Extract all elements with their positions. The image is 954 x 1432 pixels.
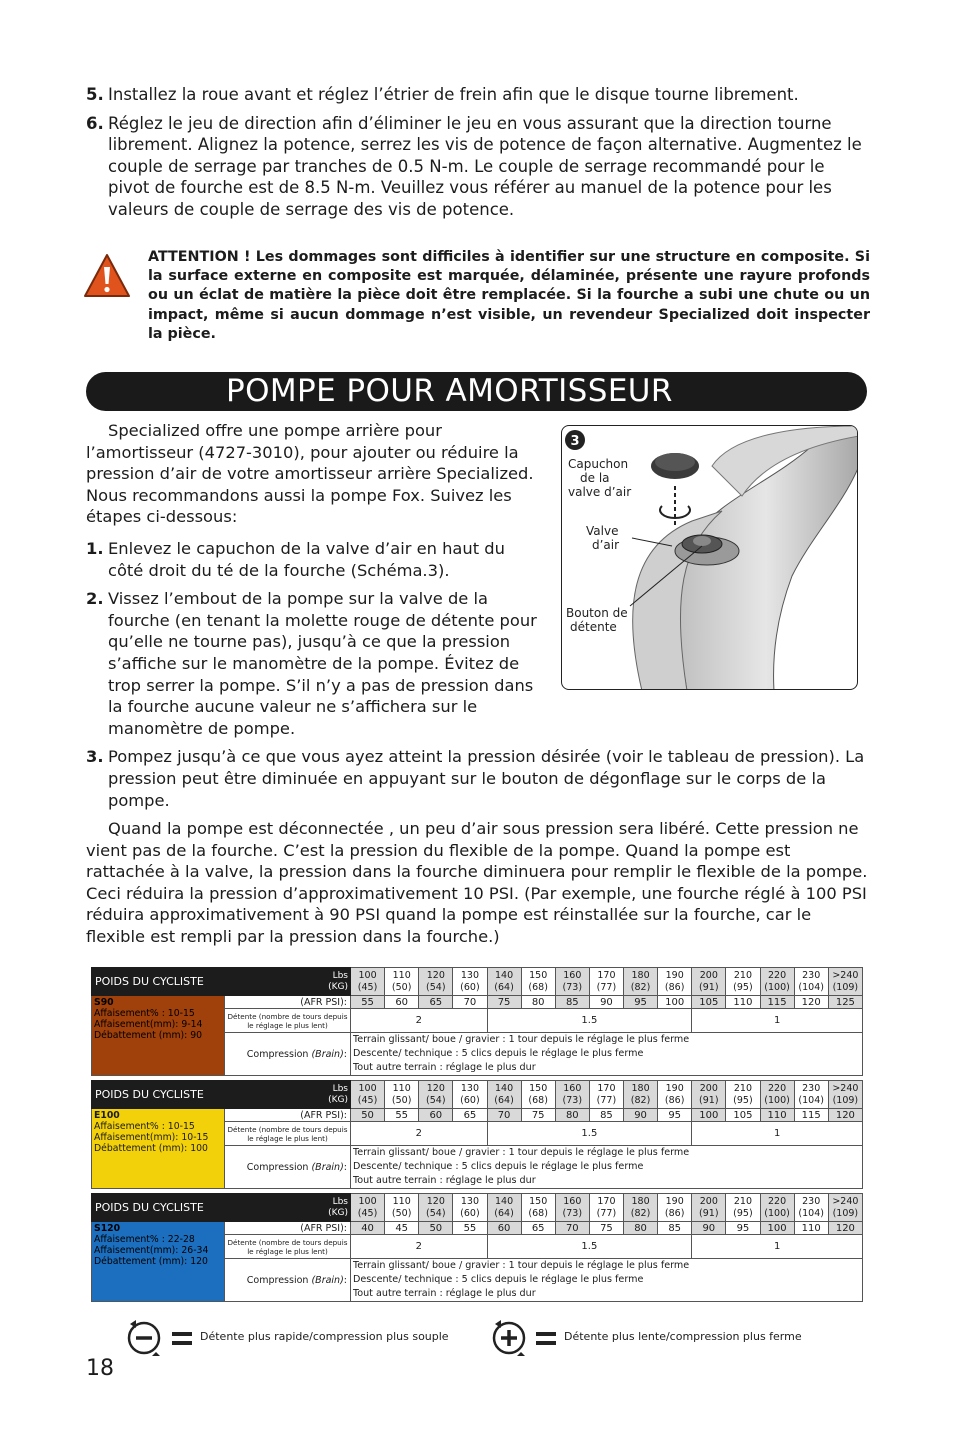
psi-value: 60	[487, 1222, 521, 1235]
weight-cell	[658, 968, 692, 996]
compression-values	[351, 1033, 863, 1076]
pressure-tables	[91, 967, 863, 1302]
weight-lbs: 210	[733, 970, 752, 981]
weight-lbs: 210	[733, 1083, 752, 1094]
compression-line: Tout autre terrain : réglage le plus dur	[353, 1062, 536, 1073]
psi-value: 105	[692, 996, 726, 1009]
compression-line: Terrain glissant/ boue / gravier : 1 tour depuis le réglage le plus ferme	[353, 1260, 690, 1271]
unit-kg: (KG)	[328, 1094, 348, 1105]
psi-value: 105	[726, 1109, 760, 1122]
weight-cell	[521, 1081, 555, 1109]
weight-cell	[624, 1081, 658, 1109]
compression-brain: (Brain)	[311, 1274, 344, 1286]
compression-label-text: Compression	[246, 1274, 309, 1286]
legend	[122, 1316, 842, 1360]
weight-kg: (60)	[460, 1094, 480, 1106]
weight-lbs: >240	[832, 1083, 859, 1094]
compression-line: Tout autre terrain : réglage le plus dur	[353, 1175, 536, 1186]
rebound-value: 1	[692, 1009, 863, 1033]
compression-label: Compression (Brain):	[225, 1033, 351, 1076]
weight-kg: (82)	[630, 1207, 651, 1219]
psi-value: 75	[487, 996, 521, 1009]
weight-lbs: 200	[699, 1196, 718, 1207]
psi-value: 55	[351, 996, 385, 1009]
weight-lbs: 160	[563, 1196, 582, 1207]
psi-value: 70	[487, 1109, 521, 1122]
weight-cell	[419, 1081, 453, 1109]
weight-lbs: 190	[665, 1083, 684, 1094]
psi-value: 60	[419, 1109, 453, 1122]
psi-value: 115	[760, 996, 794, 1009]
weight-cell	[692, 1081, 726, 1109]
weight-cell	[487, 1194, 521, 1222]
weight-unit	[225, 968, 351, 996]
weight-kg: (86)	[664, 981, 685, 993]
pressure-table	[91, 967, 863, 1302]
weight-kg: (82)	[630, 1094, 651, 1106]
weight-kg: (91)	[699, 1207, 719, 1219]
rebound-label: Détente (nombre de tours depuis le réglage le plus lent)	[225, 1122, 351, 1146]
compression-line: Descente/ technique : 5 clics depuis le réglage le plus ferme	[353, 1048, 644, 1059]
rider-weight-row	[92, 1081, 863, 1109]
weight-cell	[828, 968, 862, 996]
weight-kg: (109)	[832, 1094, 859, 1106]
weight-cell	[726, 968, 760, 996]
rider-weight-label: POIDS DU CYCLISTE	[92, 1081, 225, 1109]
weight-cell	[555, 1194, 589, 1222]
rebound-minus-icon	[122, 1316, 166, 1360]
weight-kg: (104)	[798, 981, 824, 993]
weight-lbs: 230	[802, 1196, 821, 1207]
weight-lbs: 150	[529, 1083, 548, 1094]
weight-kg: (109)	[832, 981, 859, 993]
rebound-value: 2	[351, 1235, 488, 1259]
weight-lbs: 120	[426, 1083, 445, 1094]
weight-cell	[487, 1081, 521, 1109]
pump-step-2: 2. Vissez l’embout de la pompe sur la valve de la fourche (en tenant la molette rouge de détente pour qu’elle ne tourne pas), jusqu’à ce que la pression s’affiche sur le manomètre de la pompe. Évitez de trop serrer la pompe. S’il n’y a pas de pression dans la fourche aucune valeur ne s’affichera sur le manomètre de pompe.	[86, 589, 537, 738]
weight-kg: (82)	[630, 981, 651, 993]
figure-label-valve: Valve d’air	[586, 524, 620, 552]
weight-cell	[760, 1194, 794, 1222]
weight-lbs: 130	[460, 1083, 479, 1094]
weight-lbs: 230	[802, 1083, 821, 1094]
step-5: 5. Installez la roue avant et réglez l’étrier de frein afin que le disque tourne librement.	[86, 85, 799, 104]
model-spec: Affaisement% : 22-28	[94, 1234, 195, 1245]
psi-value: 55	[453, 1222, 487, 1235]
weight-lbs: 140	[494, 1196, 514, 1207]
weight-kg: (86)	[664, 1207, 685, 1219]
weight-cell	[555, 968, 589, 996]
weight-cell	[589, 1081, 623, 1109]
weight-cell	[453, 1194, 487, 1222]
psi-value: 55	[385, 1109, 419, 1122]
model-cell	[92, 1109, 225, 1189]
weight-kg: (73)	[562, 1094, 583, 1106]
model-spec: Affaisement% : 10-15	[94, 1121, 195, 1132]
model-name: S90	[94, 997, 114, 1008]
compression-brain: (Brain)	[311, 1161, 344, 1173]
rider-weight-label: POIDS DU CYCLISTE	[92, 968, 225, 996]
weight-lbs: 190	[665, 1196, 684, 1207]
model-name: S120	[94, 1223, 121, 1234]
weight-lbs: 100	[358, 970, 377, 981]
weight-kg: (77)	[596, 1207, 617, 1219]
step-6: 6. Réglez le jeu de direction afin d’éliminer le jeu en vous assurant que la direction tourne librement. Alignez la potence, serrez les vis de potence de façon alternative. Augmentez le couple de serrage par tranches de 0.5 N-m. Le couple de serrage recommandé pour le pivot de fourche est de 8.5 N-m. Veuillez vous référer au manuel de la potence pour les valeurs de couple de serrage des vis de potence.	[86, 113, 862, 219]
weight-kg: (100)	[764, 1207, 790, 1219]
psi-value: 40	[351, 1222, 385, 1235]
weight-lbs: 220	[767, 1196, 787, 1207]
weight-cell	[419, 968, 453, 996]
weight-kg: (60)	[460, 981, 480, 993]
weight-kg: (45)	[357, 1207, 378, 1219]
compression-line: Terrain glissant/ boue / gravier : 1 tour depuis le réglage le plus ferme	[353, 1147, 690, 1158]
weight-kg: (54)	[426, 981, 446, 993]
model-spec: Affaisement(mm): 26-34	[94, 1245, 209, 1256]
psi-value: 80	[521, 996, 555, 1009]
weight-cell	[555, 1081, 589, 1109]
weight-cell	[521, 1194, 555, 1222]
weight-kg: (60)	[460, 1207, 480, 1219]
weight-kg: (45)	[357, 1094, 378, 1106]
weight-lbs: 220	[767, 970, 787, 981]
psi-value: 120	[828, 1109, 862, 1122]
weight-lbs: 100	[358, 1083, 377, 1094]
weight-kg: (64)	[494, 981, 514, 993]
pump-section	[86, 420, 871, 958]
figure-label-cap: Capuchon de la valve d’air	[568, 457, 632, 499]
weight-kg: (95)	[733, 1207, 753, 1219]
afr-psi-label: (AFR PSI):	[225, 1109, 351, 1122]
weight-cell	[624, 968, 658, 996]
weight-lbs: 180	[631, 970, 650, 981]
weight-kg: (45)	[357, 981, 378, 993]
weight-cell	[760, 1081, 794, 1109]
unit-kg: (KG)	[328, 981, 348, 992]
model-spec: Affaisement(mm): 9-14	[94, 1019, 203, 1030]
weight-cell	[726, 1194, 760, 1222]
model-name: E100	[94, 1110, 120, 1121]
intro-paragraph: Specialized offre une pompe arrière pour l’amortisseur (4727-3010), pour ajouter ou réduire la pression d’air de votre amortisseur arrière Specialized. Nous recommandons aussi la pompe Fox. Suivez les étapes ci-dessous:	[86, 421, 534, 527]
psi-value: 80	[624, 1222, 658, 1235]
compression-label-text: Compression	[246, 1161, 309, 1173]
weight-cell	[828, 1194, 862, 1222]
rebound-value: 2	[351, 1122, 488, 1146]
weight-lbs: 180	[631, 1196, 650, 1207]
weight-lbs: 190	[665, 970, 684, 981]
psi-value: 85	[589, 1109, 623, 1122]
weight-lbs: 120	[426, 1196, 445, 1207]
psi-value: 85	[658, 1222, 692, 1235]
weight-kg: (77)	[596, 981, 617, 993]
psi-value: 85	[555, 996, 589, 1009]
section-title: POMPE POUR AMORTISSEUR	[226, 373, 673, 409]
pump-step-1: 1. Enlevez le capuchon de la valve d’air en haut du côté droit du té de la fourche (Schéma.3).	[86, 538, 505, 580]
weight-cell	[658, 1194, 692, 1222]
weight-lbs: 110	[392, 970, 411, 981]
rebound-label: Détente (nombre de tours depuis le réglage le plus lent)	[225, 1009, 351, 1033]
weight-kg: (104)	[798, 1207, 824, 1219]
weight-lbs: 130	[460, 970, 479, 981]
model-spec: Débattement (mm): 100	[94, 1143, 208, 1154]
weight-kg: (100)	[764, 1094, 790, 1106]
weight-cell	[624, 1194, 658, 1222]
compression-line: Tout autre terrain : réglage le plus dur	[353, 1288, 536, 1299]
psi-row	[92, 996, 863, 1009]
figure-label-button: Bouton de détente	[566, 606, 628, 634]
weight-lbs: 210	[733, 1196, 752, 1207]
top-steps	[86, 84, 871, 227]
unit-lbs: Lbs	[332, 1196, 348, 1207]
weight-kg: (73)	[562, 981, 583, 993]
psi-row	[92, 1222, 863, 1235]
closing-paragraph: Quand la pompe est déconnectée , un peu d’air sous pression sera libéré. Cette pression ne vient pas de la fourche. C’est la pression du flexible de la pompe. Quand la pompe est rattachée à la valve, la pression dans la fourche diminuera pour remplir le flexible de la pompe. Ceci réduira la pression d’approximativement 10 PSI. (Par exemple, une fourche réglé à 100 PSI réduira approximativement à 90 PSI quand la pompe est réinstallée sur la fourche, car le flexible est rempli par la pression dans la fourche.)	[86, 819, 868, 947]
weight-lbs: >240	[832, 1196, 859, 1207]
weight-cell	[726, 1081, 760, 1109]
rebound-value: 1	[692, 1122, 863, 1146]
weight-cell	[521, 968, 555, 996]
psi-value: 95	[624, 996, 658, 1009]
weight-kg: (68)	[528, 1207, 548, 1219]
weight-cell	[692, 1194, 726, 1222]
weight-kg: (104)	[798, 1094, 824, 1106]
psi-value: 100	[760, 1222, 794, 1235]
legend-plus-text: Détente plus lente/compression plus ferme	[564, 1330, 802, 1343]
weight-cell	[351, 968, 385, 996]
psi-value: 80	[555, 1109, 589, 1122]
weight-kg: (50)	[391, 1094, 412, 1106]
weight-lbs: 160	[563, 1083, 582, 1094]
compression-line: Descente/ technique : 5 clics depuis le réglage le plus ferme	[353, 1161, 644, 1172]
weight-lbs: 110	[392, 1196, 411, 1207]
weight-kg: (95)	[733, 1094, 753, 1106]
weight-kg: (73)	[562, 1207, 583, 1219]
afr-psi-label: (AFR PSI):	[225, 1222, 351, 1235]
psi-value: 95	[726, 1222, 760, 1235]
unit-kg: (KG)	[328, 1207, 348, 1218]
weight-cell	[487, 968, 521, 996]
model-spec: Débattement (mm): 120	[94, 1256, 208, 1267]
weight-lbs: 170	[597, 1083, 616, 1094]
weight-lbs: 150	[529, 970, 548, 981]
weight-lbs: 140	[494, 970, 514, 981]
rebound-value: 1.5	[487, 1122, 692, 1146]
weight-kg: (91)	[699, 981, 719, 993]
weight-unit	[225, 1081, 351, 1109]
weight-kg: (54)	[426, 1094, 446, 1106]
psi-value: 70	[453, 996, 487, 1009]
weight-kg: (68)	[528, 981, 548, 993]
unit-lbs: Lbs	[332, 1083, 348, 1094]
compression-label: Compression (Brain):	[225, 1259, 351, 1302]
weight-lbs: 170	[597, 1196, 616, 1207]
model-cell	[92, 1222, 225, 1302]
model-spec: Débattement (mm): 90	[94, 1030, 203, 1041]
compression-line: Terrain glissant/ boue / gravier : 1 tour depuis le réglage le plus ferme	[353, 1034, 690, 1045]
psi-value: 110	[794, 1222, 828, 1235]
rebound-plus-icon	[487, 1316, 531, 1360]
psi-value: 120	[828, 1222, 862, 1235]
warning-text: ATTENTION ! Les dommages sont difficiles à identifier sur une structure en composite. Si la surface externe en composite est marquée, délaminée, présente une rayure profonds ou un éclat de matière la pièce doit être remplacée. Si la fourche a subi une chute ou un impact, même si aucun dommage n’est visible, un revendeur Specialized doit inspecter la pièce.	[148, 249, 870, 342]
weight-kg: (100)	[764, 981, 790, 993]
unit-lbs: Lbs	[332, 970, 348, 981]
weight-cell	[828, 1081, 862, 1109]
equals-minus-icon	[172, 1330, 194, 1348]
compression-line: Descente/ technique : 5 clics depuis le réglage le plus ferme	[353, 1274, 644, 1285]
rider-weight-label: POIDS DU CYCLISTE	[92, 1194, 225, 1222]
weight-lbs: 220	[767, 1083, 787, 1094]
psi-value: 70	[555, 1222, 589, 1235]
psi-value: 120	[794, 996, 828, 1009]
psi-value: 75	[521, 1109, 555, 1122]
rebound-value: 2	[351, 1009, 488, 1033]
weight-lbs: 150	[529, 1196, 548, 1207]
weight-lbs: 180	[631, 1083, 650, 1094]
weight-kg: (68)	[528, 1094, 548, 1106]
compression-label-text: Compression	[246, 1048, 309, 1060]
weight-kg: (54)	[426, 1207, 446, 1219]
weight-cell	[794, 1081, 828, 1109]
psi-value: 50	[351, 1109, 385, 1122]
weight-cell	[351, 1194, 385, 1222]
weight-cell	[760, 968, 794, 996]
weight-lbs: 170	[597, 970, 616, 981]
weight-lbs: 100	[358, 1196, 377, 1207]
psi-value: 95	[658, 1109, 692, 1122]
legend-minus-text: Détente plus rapide/compression plus souple	[200, 1330, 449, 1343]
weight-cell	[589, 968, 623, 996]
rebound-value: 1.5	[487, 1235, 692, 1259]
weight-cell	[419, 1194, 453, 1222]
weight-kg: (50)	[391, 1207, 412, 1219]
weight-lbs: 200	[699, 1083, 718, 1094]
psi-row	[92, 1109, 863, 1122]
psi-value: 115	[794, 1109, 828, 1122]
psi-value: 100	[692, 1109, 726, 1122]
weight-cell	[794, 1194, 828, 1222]
warning-block	[80, 248, 870, 344]
psi-value: 50	[419, 1222, 453, 1235]
weight-cell	[385, 1081, 419, 1109]
psi-value: 90	[692, 1222, 726, 1235]
afr-psi-label: (AFR PSI):	[225, 996, 351, 1009]
weight-cell	[351, 1081, 385, 1109]
model-spec: Affaisement% : 10-15	[94, 1008, 195, 1019]
psi-value: 60	[385, 996, 419, 1009]
rider-weight-row	[92, 968, 863, 996]
psi-value: 65	[419, 996, 453, 1009]
weight-cell	[658, 1081, 692, 1109]
weight-unit	[225, 1194, 351, 1222]
weight-cell	[453, 968, 487, 996]
weight-cell	[692, 968, 726, 996]
rebound-value: 1.5	[487, 1009, 692, 1033]
psi-value: 90	[589, 996, 623, 1009]
compression-label: Compression (Brain):	[225, 1146, 351, 1189]
rebound-label: Détente (nombre de tours depuis le réglage le plus lent)	[225, 1235, 351, 1259]
section-banner	[86, 372, 867, 411]
compression-values	[351, 1259, 863, 1302]
weight-lbs: 160	[563, 970, 582, 981]
weight-kg: (64)	[494, 1094, 514, 1106]
weight-cell	[385, 968, 419, 996]
weight-kg: (109)	[832, 1207, 859, 1219]
weight-lbs: 110	[392, 1083, 411, 1094]
psi-value: 110	[760, 1109, 794, 1122]
weight-kg: (77)	[596, 1094, 617, 1106]
weight-lbs: 140	[494, 1083, 514, 1094]
figure-number: 3	[570, 434, 580, 449]
model-cell	[92, 996, 225, 1076]
rider-weight-row	[92, 1194, 863, 1222]
psi-value: 65	[521, 1222, 555, 1235]
weight-kg: (91)	[699, 1094, 719, 1106]
weight-cell	[589, 1194, 623, 1222]
model-spec: Affaisement(mm): 10-15	[94, 1132, 209, 1143]
weight-lbs: >240	[832, 970, 859, 981]
psi-value: 45	[385, 1222, 419, 1235]
pump-step-3: 3. Pompez jusqu’à ce que vous ayez atteint la pression désirée (voir le tableau de pression). La pression peut être diminuée en appuyant sur le bouton de dégonflage sur le corps de la pompe.	[86, 747, 865, 810]
weight-cell	[794, 968, 828, 996]
weight-lbs: 130	[460, 1196, 479, 1207]
weight-kg: (86)	[664, 1094, 685, 1106]
equals-plus-icon	[536, 1330, 558, 1348]
page-number: 18	[86, 1356, 114, 1381]
warning-icon	[82, 252, 132, 300]
psi-value: 90	[624, 1109, 658, 1122]
weight-kg: (95)	[733, 981, 753, 993]
compression-values	[351, 1146, 863, 1189]
psi-value: 125	[828, 996, 862, 1009]
weight-lbs: 200	[699, 970, 718, 981]
weight-kg: (64)	[494, 1207, 514, 1219]
psi-value: 100	[658, 996, 692, 1009]
weight-cell	[385, 1194, 419, 1222]
psi-value: 65	[453, 1109, 487, 1122]
psi-value: 110	[726, 996, 760, 1009]
weight-cell	[453, 1081, 487, 1109]
psi-value: 75	[589, 1222, 623, 1235]
weight-lbs: 230	[802, 970, 821, 981]
weight-lbs: 120	[426, 970, 445, 981]
rebound-value: 1	[692, 1235, 863, 1259]
compression-brain: (Brain)	[311, 1048, 344, 1060]
weight-kg: (50)	[391, 981, 412, 993]
